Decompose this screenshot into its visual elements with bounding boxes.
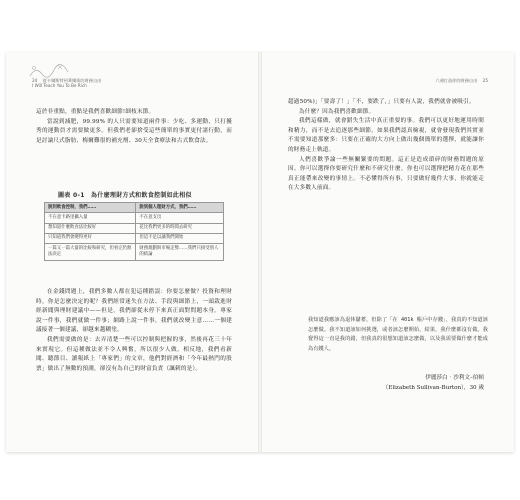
right-paragraph-3: 我們這樣做，就會錯失生活中真正重要的事。我們可以更好地運用時間和精力，而不是去追逐那些細節。如果我們認真檢視，就會發現我們其實並不需要知道那麼多：只要在正確的大方向上做出幾個簡單的選擇，就能讓你的財務走上軌道。 <box>288 118 484 153</box>
table-cell: 不在意卡路里攝入量 <box>45 213 136 223</box>
quote-author-name: 伊麗莎白‧沙利文–伯頓 <box>425 375 484 381</box>
table-cell: 一篇又一篇大量的比較和研究，但看完仍無法決定 <box>45 244 136 261</box>
left-page <box>6 52 260 452</box>
left-body-bottom <box>36 288 232 374</box>
right-paragraph-4: 人們喜歡爭論一些無關緊要的問題。這正是造成瑣碎的財務問題的原因。你可以選擇你要研究什麼和不研究什麼。你也可以選擇把精力花在那些真正能帶來改變的事情上。不必懂得所有事，只要做好幾件大事，你就能走在大多數人前面。 <box>288 156 484 192</box>
table-cell: 但這不足以讓我們開始 <box>136 233 224 243</box>
quote-author-en: （Elizabeth Sullivan-Burton），30 歲 <box>382 384 484 391</box>
table-row <box>45 233 224 243</box>
table-header-cell: 說到飲食控制，我們…… <box>45 203 136 213</box>
quote-attribution <box>383 374 484 393</box>
table-cell: 想知道什麼飲食法比較好 <box>45 223 136 233</box>
left-paragraph-2: 當說到減肥，99.99% 的人只需要知道兩件事：少吃、多運動，只打擾秀的運動員才需要做更多。但我們老卻捨受這些簡單的事實更付諸行動，而是討論尺式脂肪、梅爾難很的補充劑、30天全食療法和古式飲食法。 <box>36 118 232 144</box>
figure-table <box>44 202 224 261</box>
left-paragraph-1: 這於非重點，重點是我們喜歡細節!細枝末節。 <box>36 109 155 115</box>
right-running-header <box>435 78 488 83</box>
right-page-number: 25 <box>482 78 488 83</box>
table-row <box>45 223 224 233</box>
left-paragraph-4: 我們需要做的是：去弄清楚一些可以控制與把握的事，然後再花三十年來實現它。但這種做法並不令人興奮，所以很少人做。相反地，我們看新聞、聽節目、讀報紙上「專家們」的文章，他們對經濟和「今年最熱門的股票」做出了無數的預測，卻沒有為自己的財富負責（諷刺的是）。 <box>36 336 232 372</box>
right-paragraph-1: 超過50%)」「要壽了！」「不，要跌了，」只要有人說，我們就會被吸引。 <box>288 99 475 105</box>
book-spread <box>6 52 514 452</box>
table-cell: 財務規劃與市場走勢……我們只接受別人的結論 <box>136 244 224 261</box>
left-body-top <box>36 108 232 146</box>
right-page <box>260 52 514 452</box>
left-running-header <box>32 78 101 89</box>
right-book-title: 六週打造你的財務自由 <box>435 78 478 83</box>
table-cell: 花比我們更多的時間去研究 <box>136 223 224 233</box>
table-row <box>45 213 224 223</box>
table-row <box>45 244 224 261</box>
reader-quote: 我知道我應該為退休儲蓄，但除了「在 401k 帳戶中存錢」，我真的不知道該怎麼做。我不知道該如何挑選，或者該怎麼開始，結果，我什麼都沒有做。我覺得這一直是我的錯，但我真的很想知道該怎麼做，以及我需要做什麼才能成為有錢人。 <box>308 317 488 352</box>
right-paragraph-2: 為什麼？因為我們喜歡細節。 <box>299 108 375 115</box>
table-header-cell: 說到個人理財方式，我們…… <box>136 203 224 213</box>
left-page-number: 24 <box>32 78 38 83</box>
left-book-title-en: I Will Teach You To Be Rich <box>32 83 87 89</box>
table-header-row <box>45 203 224 213</box>
right-body <box>288 98 484 194</box>
left-paragraph-3: 在金錢問題上，我們多數人都在犯這種錯誤：你要怎麼做？投資和理財時，你是怎麼決定的呢？我們經常迷失在方法、手段與細節上，一頭栽進財經新聞與理財建議中——但是，我們卻從未停下來真正面對問題本身。專家說一件事，我們就做一件事；網路上說一件事，我們就改變主意……一個建議接著一個建議，卻越來越糊塗。 <box>36 289 232 334</box>
table-cell: 只知道我們會變得更好 <box>45 233 136 243</box>
figure-title: 圖表 0-1 為什麼理財方式和飲食控制如此相似 <box>58 192 192 199</box>
table-cell: 不在意支出 <box>136 213 224 223</box>
left-book-title: 從卡爾斯特到華爾街的財務自由 <box>42 78 102 83</box>
